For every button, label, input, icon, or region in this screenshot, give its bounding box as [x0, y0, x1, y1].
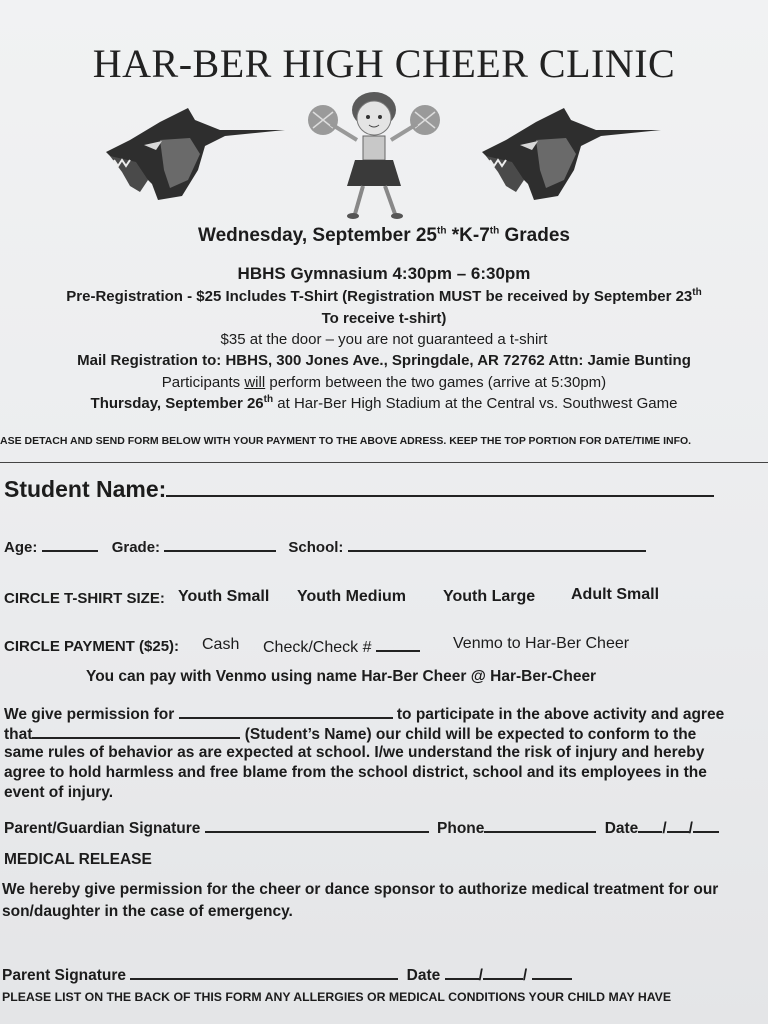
- payment-label: CIRCLE PAYMENT ($25):: [4, 638, 180, 655]
- permission-line-5: event of injury.: [4, 784, 114, 801]
- location-line: HBHS Gymnasium 4:30pm – 6:30pm: [237, 264, 531, 283]
- date-2-month-blank[interactable]: [445, 964, 479, 980]
- panther-right-image: [476, 100, 666, 210]
- school-blank[interactable]: [348, 536, 646, 552]
- student-name-blank[interactable]: [166, 477, 714, 497]
- flyer-title: HAR-BER HIGH CHEER CLINIC: [92, 41, 676, 86]
- permission-line-3: same rules of behavior as are expected at school. I/we understand the risk of injury and hereby: [4, 744, 705, 761]
- parent-signature-2-blank[interactable]: [130, 964, 398, 980]
- permission-line-4: agree to hold harmless and free blame from the school district, school and its employees in the: [4, 764, 707, 781]
- game-line: Thursday, September 26th at Har-Ber High Stadium at the Central vs. Southwest Game: [90, 394, 678, 412]
- detach-note: ASE DETACH AND SEND FORM BELOW WITH YOUR PAYMENT TO THE ABOVE ADRESS. KEEP THE TOP PORTION FOR DATE/TIME INFO.: [0, 435, 692, 447]
- parent-signature-label: Parent/Guardian Signature: [4, 820, 201, 837]
- tshirt-size-label: CIRCLE T-SHIRT SIZE:: [4, 590, 165, 607]
- permission-line-1: We give permission for to participate in the above activity and agree: [4, 703, 724, 724]
- date-year-blank[interactable]: [693, 817, 719, 833]
- medical-release-title: MEDICAL RELEASE: [4, 851, 152, 868]
- detach-divider: [0, 462, 768, 463]
- date-day-blank[interactable]: [667, 817, 689, 833]
- medical-line-1: We hereby give permission for the cheer or dance sponsor to authorize medical treatment for our: [2, 881, 719, 898]
- tshirt-option-youth-large[interactable]: Youth Large: [443, 588, 536, 605]
- medical-line-2: son/daughter in the case of emergency.: [2, 903, 293, 920]
- allergy-note: PLEASE LIST ON THE BACK OF THIS FORM ANY ALLERGIES OR MEDICAL CONDITIONS YOUR CHILD MAY HAVE: [2, 990, 672, 1004]
- panther-left-image: [100, 100, 290, 210]
- school-label: School:: [288, 539, 344, 556]
- phone-label: Phone: [437, 820, 485, 837]
- student-permission-blank[interactable]: [179, 703, 393, 719]
- perform-line: Participants will perform between the two games (arrive at 5:30pm): [161, 374, 607, 391]
- event-date-line: Wednesday, September 25th *K-7th Grades: [198, 225, 570, 246]
- age-grade-school-row: [4, 536, 646, 556]
- student-name-label: Student Name:: [4, 476, 167, 502]
- date-2-year-blank[interactable]: [532, 964, 572, 980]
- date-2-label: Date: [406, 967, 441, 984]
- tshirt-option-adult-small[interactable]: Adult Small: [571, 586, 660, 603]
- parent-signature-blank[interactable]: [205, 817, 429, 833]
- payment-option-venmo[interactable]: Venmo to Har-Ber Cheer: [453, 635, 630, 652]
- venmo-note: You can pay with Venmo using name Har-Ber Cheer @ Har-Ber-Cheer: [86, 668, 597, 685]
- date-2-day-blank[interactable]: [483, 964, 523, 980]
- phone-blank[interactable]: [484, 817, 596, 833]
- permission-line-2: that (Student’s Name) our child will be expected to conform to the: [4, 723, 696, 744]
- date-label: Date: [604, 820, 639, 837]
- preregistration-line-2: To receive t-shirt): [321, 310, 447, 327]
- age-label: Age:: [4, 539, 38, 556]
- mail-address-line: Mail Registration to: HBHS, 300 Jones Ave., Springdale, AR 72762 Attn: Jamie Bunting: [77, 352, 691, 369]
- age-blank[interactable]: [42, 536, 98, 552]
- date-month-blank[interactable]: [638, 817, 662, 833]
- parent-signature-row: Parent/Guardian Signature Phone Date / /: [4, 817, 719, 838]
- door-price-line: $35 at the door – you are not guaranteed a t-shirt: [220, 331, 548, 348]
- tshirt-option-youth-medium[interactable]: Youth Medium: [297, 588, 407, 605]
- parent-signature-2-row: Parent Signature Date / /: [2, 964, 572, 985]
- grade-blank[interactable]: [164, 536, 276, 552]
- cheerleader-image: [305, 88, 443, 223]
- student-name-row: [4, 476, 714, 503]
- payment-option-cash[interactable]: Cash: [202, 636, 240, 653]
- parent-signature-2-label: Parent Signature: [2, 967, 127, 984]
- check-number-blank[interactable]: [376, 636, 420, 652]
- payment-option-check[interactable]: Check/Check #: [263, 636, 420, 657]
- grade-label: Grade:: [111, 539, 161, 556]
- preregistration-line: Pre-Registration - $25 Includes T-Shirt (Registration MUST be received by September 23th: [66, 287, 702, 305]
- tshirt-option-youth-small[interactable]: Youth Small: [178, 588, 270, 605]
- student-name-permission-blank[interactable]: [32, 723, 240, 739]
